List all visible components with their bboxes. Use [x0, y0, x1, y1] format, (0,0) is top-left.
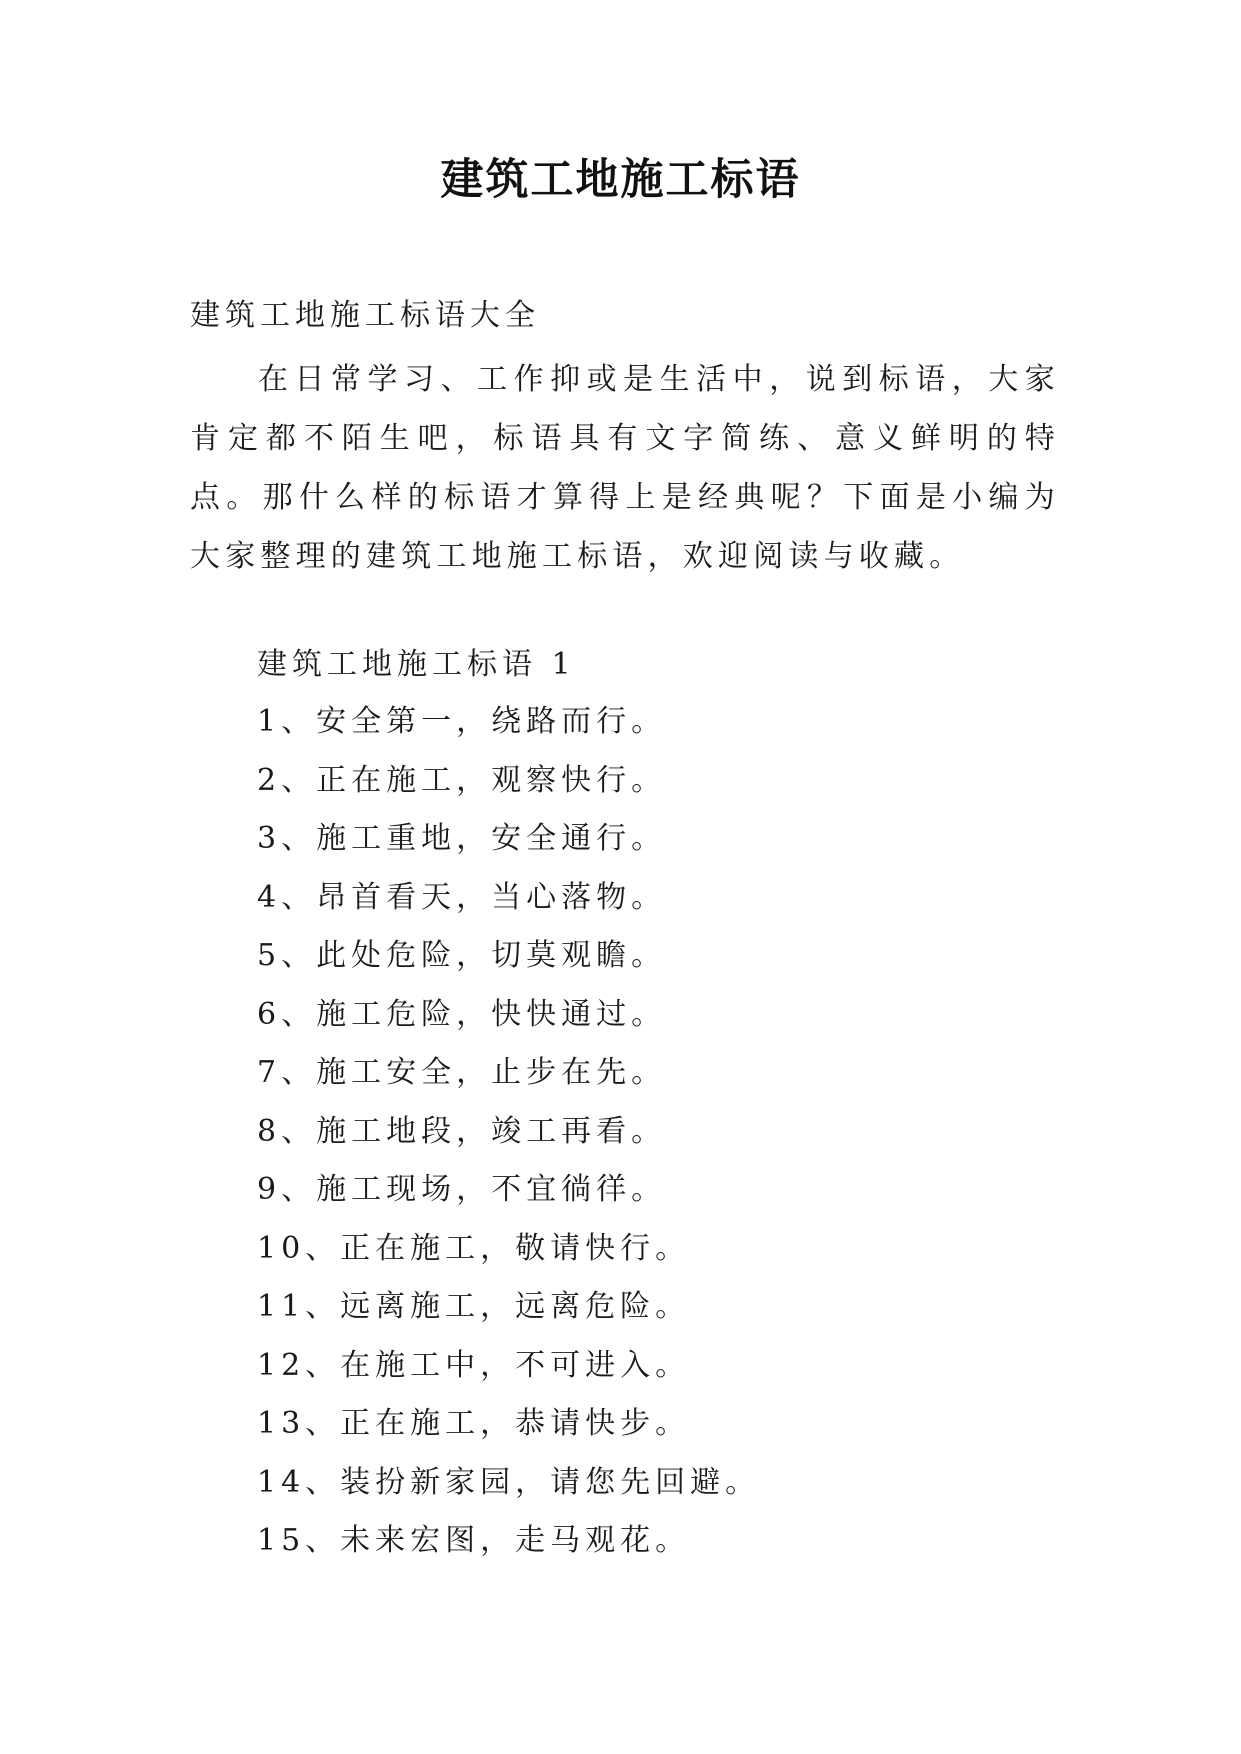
intro-paragraph: 在日常学习、工作抑或是生活中，说到标语，大家肯定都不陌生吧，标语具有文字简练、意义鲜明的特点。那什么样的标语才算得上是经典呢？下面是小编为大家整理的建筑工地施工标语，欢迎阅读与收藏。 [190, 362, 1060, 574]
slogan-item: 8、施工地段，竣工再看。 [257, 1113, 667, 1149]
slogan-item: 11、远离施工，远离危险。 [257, 1289, 691, 1324]
slogan-item: 3、施工重地，安全通行。 [257, 821, 667, 856]
slogan-item: 6、施工危险，快快通过。 [257, 996, 667, 1032]
slogan-item: 4、昂首看天，当心落物。 [257, 879, 667, 915]
slogan-item: 14、装扮新家园，请您先回避。 [257, 1464, 761, 1500]
slogan-item: 13、正在施工，恭请快步。 [257, 1406, 691, 1441]
document-title: 建筑工地施工标语 [440, 155, 801, 205]
slogan-item: 9、施工现场，不宜徜徉。 [257, 1172, 667, 1207]
slogan-item: 12、在施工中，不可进入。 [257, 1347, 691, 1383]
section-heading: 建筑工地施工标语 1 [257, 647, 576, 682]
slogan-list [257, 700, 760, 1578]
document-subtitle: 建筑工地施工标语大全 [190, 298, 540, 333]
slogan-item: 5、此处危险，切莫观瞻。 [257, 938, 667, 973]
slogan-item: 1、安全第一，绕路而行。 [257, 704, 667, 739]
slogan-item: 15、未来宏图，走马观花。 [257, 1523, 691, 1558]
slogan-item: 2、正在施工，观察快行。 [257, 762, 667, 798]
slogan-item: 10、正在施工，敬请快行。 [257, 1230, 691, 1266]
slogan-item: 7、施工安全，止步在先。 [257, 1055, 667, 1090]
